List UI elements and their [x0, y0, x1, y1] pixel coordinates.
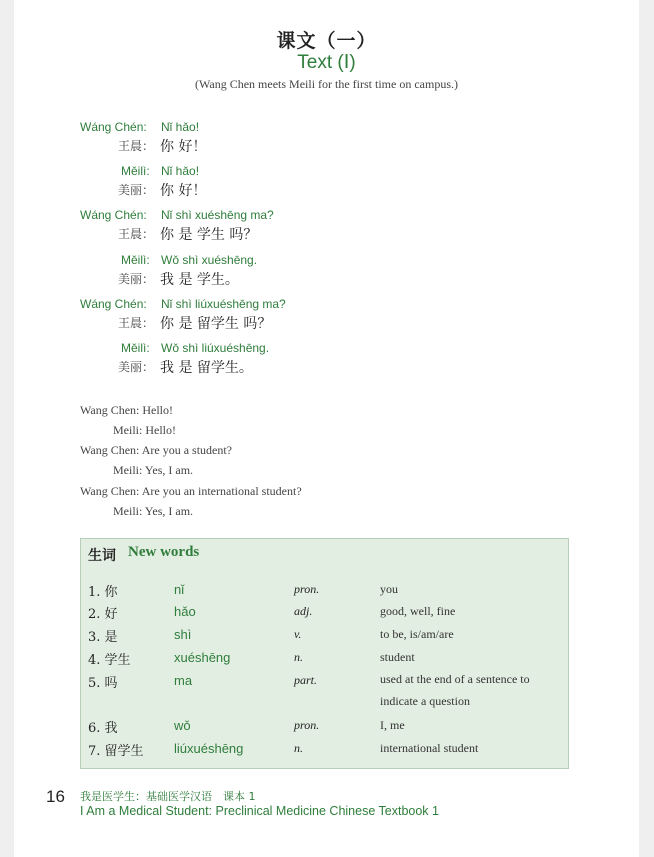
word-meaning: student [380, 650, 415, 664]
word-pos: pron. [294, 582, 320, 596]
new-words-title-cn: 生词 [88, 548, 116, 564]
dialogue-line-pinyin: Wǒ shì liúxuéshēng. [161, 341, 270, 355]
dialogue-line-cn: 我 是 留学生。 [160, 360, 253, 376]
word-pinyin: shì [174, 627, 192, 642]
dialogue-speaker-pinyin: Wáng Chén: [80, 208, 147, 222]
word-number: 4. 学生 [88, 653, 131, 668]
word-pos: v. [294, 627, 302, 641]
dialogue-line-cn: 我 是 学生。 [160, 272, 239, 288]
translation-line: Wang Chen: Hello! [80, 403, 174, 417]
word-pos: n. [294, 650, 303, 664]
lesson-title-cn: 课文（一） [276, 30, 377, 52]
dialogue-speaker-cn: 王晨： [118, 227, 155, 241]
dialogue-speaker-pinyin: Měilì: [121, 253, 150, 267]
dialogue-line-pinyin: Wǒ shì xuéshēng. [161, 253, 258, 267]
translation-line: Wang Chen: Are you a student? [80, 443, 233, 457]
word-pinyin: nǐ [174, 582, 185, 597]
word-meaning: I, me [380, 718, 405, 732]
dialogue-speaker-cn: 美丽： [118, 272, 155, 286]
word-pinyin: liúxuéshēng [174, 741, 244, 756]
lesson-subtitle: (Wang Chen meets Meili for the first time on campus.) [195, 77, 458, 91]
new-words-title-en: New words [128, 544, 200, 560]
word-pos: adj. [294, 604, 313, 618]
footer-book-title-cn: 我是医学生：基础医学汉语 课本 1 [80, 790, 256, 803]
page-number: 16 [46, 787, 65, 806]
dialogue-speaker-cn: 王晨： [118, 316, 155, 330]
lesson-title-en: Text (Ⅰ) [297, 52, 356, 73]
word-pinyin: ma [174, 673, 193, 688]
word-pinyin: hǎo [174, 604, 196, 619]
word-pinyin: xuéshēng [174, 650, 231, 665]
word-number: 7. 留学生 [88, 744, 144, 759]
word-number: 3. 是 [88, 630, 118, 645]
dialogue-speaker-pinyin: Wáng Chén: [80, 297, 147, 311]
dialogue-line-cn: 你 是 学生 吗？ [160, 227, 258, 243]
footer-book-title-en: I Am a Medical Student: Preclinical Medicine Chinese Textbook 1 [80, 804, 439, 818]
dialogue-line-cn: 你 好！ [160, 139, 207, 155]
word-pinyin: wǒ [174, 718, 191, 733]
dialogue-speaker-pinyin: Wáng Chén: [80, 120, 147, 134]
dialogue-line-pinyin: Nǐ hǎo! [161, 164, 200, 178]
word-meaning: used at the end of a sentence to indicate a question [380, 672, 530, 708]
word-number: 2. 好 [88, 607, 118, 622]
word-number: 5. 吗 [88, 676, 118, 691]
dialogue-speaker-pinyin: Měilì: [121, 341, 150, 355]
word-pos: n. [294, 741, 303, 755]
translation-line: Meili: Hello! [113, 423, 176, 437]
word-pos: part. [294, 673, 318, 687]
dialogue-line-cn: 你 好！ [160, 183, 207, 199]
dialogue-speaker-cn: 美丽： [118, 183, 155, 197]
word-meaning: good, well, fine [380, 604, 456, 618]
dialogue-speaker-cn: 王晨： [118, 139, 155, 153]
dialogue-speaker-pinyin: Měilì: [121, 164, 150, 178]
dialogue-speaker-cn: 美丽： [118, 360, 155, 374]
word-meaning: international student [380, 741, 479, 755]
dialogue-line-pinyin: Nǐ shì liúxuéshēng ma? [161, 297, 286, 311]
translation-line: Wang Chen: Are you an international student? [80, 484, 302, 498]
translation-line: Meili: Yes, I am. [113, 504, 194, 518]
dialogue-line-pinyin: Nǐ hǎo! [161, 120, 200, 134]
word-number: 1. 你 [88, 585, 118, 600]
word-pos: pron. [294, 718, 320, 732]
word-number: 6. 我 [88, 721, 118, 736]
dialogue-line-pinyin: Nǐ shì xuéshēng ma? [161, 208, 274, 222]
dialogue-line-cn: 你 是 留学生 吗？ [160, 316, 272, 332]
textbook-page [14, 0, 639, 857]
word-meaning: you [380, 582, 398, 596]
translation-line: Meili: Yes, I am. [113, 463, 194, 477]
word-meaning: to be, is/am/are [380, 627, 454, 641]
